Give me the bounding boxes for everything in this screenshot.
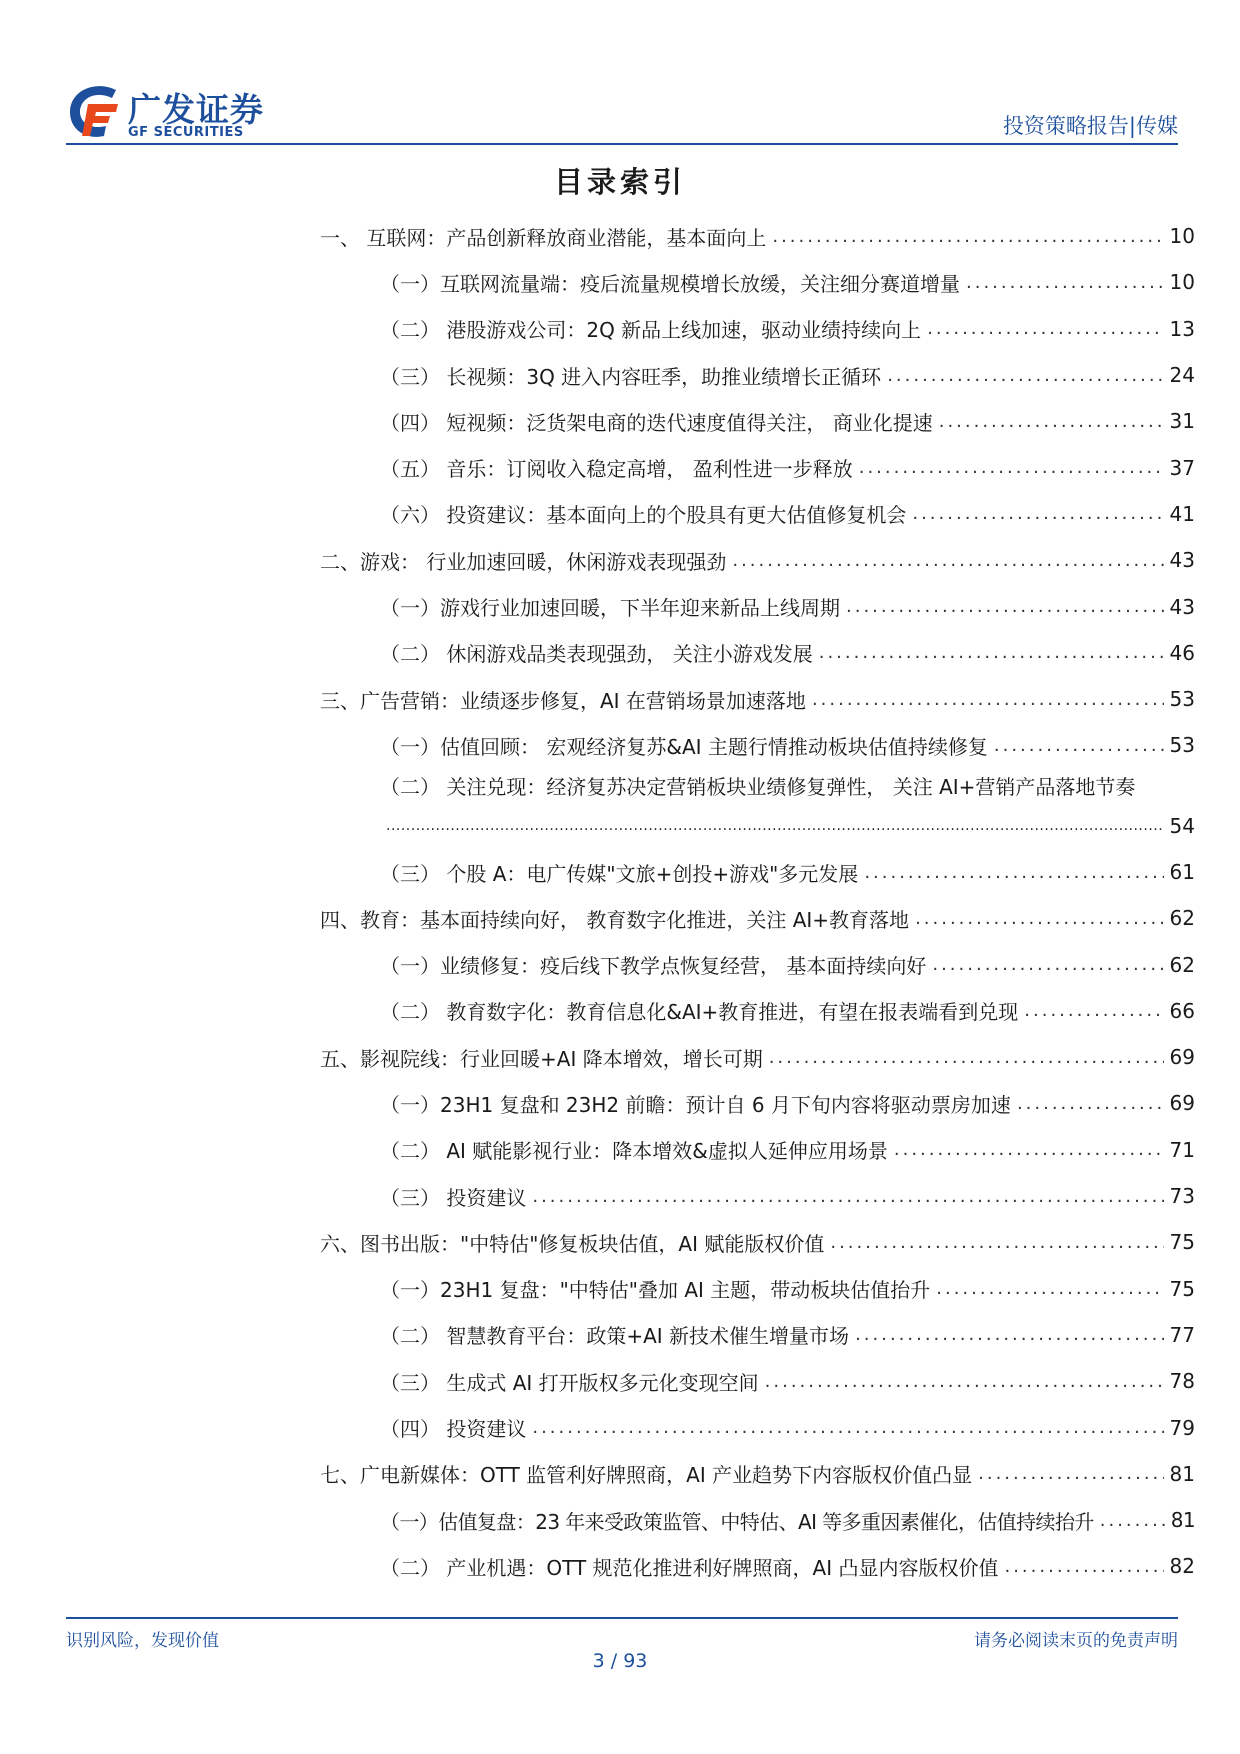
toc-entry[interactable] <box>320 988 1195 1034</box>
toc-entry-page: 43 <box>1169 548 1195 573</box>
dot-leader <box>732 550 1163 571</box>
report-type-label: 投资策略报告|传媒 <box>1002 114 1178 138</box>
toc-entry[interactable] <box>320 630 1195 676</box>
footer-divider <box>66 1617 1178 1619</box>
toc-entry[interactable] <box>320 306 1195 352</box>
toc-entry[interactable] <box>320 1080 1195 1126</box>
toc-entry-page: 53 <box>1169 733 1195 758</box>
page-number: 3 / 93 <box>592 1650 648 1672</box>
toc-entry[interactable] <box>320 444 1195 490</box>
toc-entry-page: 62 <box>1169 906 1195 931</box>
dot-leader <box>915 908 1163 929</box>
toc-entry-title: （三） 投资建议 <box>380 1185 527 1210</box>
dot-leader <box>772 226 1163 247</box>
toc-entry-title: （一）23H1 复盘和 23H2 前瞻：预计自 6 月下旬内容将驱动票房加速 <box>380 1092 1011 1117</box>
toc-entry-page: 77 <box>1169 1322 1195 1347</box>
toc-entry-title: 一、 互联网：产品创新释放商业潜能，基本面向上 <box>320 225 767 250</box>
toc-entry-page: 79 <box>1169 1415 1195 1440</box>
toc-entry-page: 31 <box>1169 409 1195 434</box>
dot-leader <box>1100 1510 1165 1531</box>
toc-entry[interactable] <box>320 1266 1195 1312</box>
footer-slogan: 识别风险，发现价值 <box>66 1631 219 1651</box>
dot-leader <box>859 457 1164 478</box>
toc-entry-page: 10 <box>1169 270 1195 295</box>
toc-entry-page: 75 <box>1169 1276 1195 1301</box>
toc-entry-title: 三、广告营销：业绩逐步修复，AI 在营销场景加速落地 <box>320 688 806 713</box>
toc-entry-title: （二） 智慧教育平台：政策+AI 新技术催生增量市场 <box>380 1324 850 1349</box>
toc-entry[interactable] <box>320 537 1195 583</box>
toc-entry[interactable] <box>320 1404 1195 1450</box>
dot-leader <box>769 1047 1164 1068</box>
toc-entry-title: （六） 投资建议：基本面向上的个股具有更大估值修复机会 <box>380 503 907 528</box>
toc-entry-page: 53 <box>1169 687 1195 712</box>
toc-entry-title: 七、广电新媒体：OTT 监管利好牌照商，AI 产业趋势下内容版权价值凸显 <box>320 1463 973 1488</box>
dot-leader <box>932 954 1163 975</box>
dot-leader <box>887 365 1163 386</box>
toc-entry-page: 66 <box>1169 998 1195 1023</box>
dot-leader <box>927 318 1163 339</box>
toc-entry-title: （二） 休闲游戏品类表现强劲， 关注小游戏发展 <box>380 642 813 667</box>
dot-leader <box>846 596 1164 617</box>
toc-entry[interactable] <box>320 583 1195 629</box>
toc-entry-title: （二） 产业机遇：OTT 规范化推进利好牌照商，AI 凸显内容版权价值 <box>380 1555 999 1580</box>
dot-leader <box>532 1186 1163 1207</box>
toc-entry-page: 46 <box>1169 640 1195 665</box>
toc-entry-title: 六、图书出版："中特估"修复板块估值，AI 赋能版权价值 <box>320 1231 825 1256</box>
toc-entry[interactable] <box>320 1358 1195 1404</box>
toc-entry[interactable] <box>320 895 1195 941</box>
toc-entry[interactable] <box>320 769 1195 803</box>
toc-entry-title: 五、影视院线：行业回暖+AI 降本增效，增长可期 <box>320 1046 763 1071</box>
toc-entry-title: （一）游戏行业加速回暖，下半年迎来新品上线周期 <box>380 596 840 621</box>
dot-leader <box>855 1324 1163 1345</box>
dot-leader <box>912 503 1163 524</box>
toc-entry-page: 81 <box>1170 1508 1195 1533</box>
toc-entry-title: （五） 音乐：订阅收入稳定高增， 盈利性进一步释放 <box>380 457 853 482</box>
toc-entry[interactable] <box>320 259 1195 305</box>
toc-entry-title: （一）23H1 复盘："中特估"叠加 AI 主题，带动板块估值抬升 <box>380 1278 931 1303</box>
toc-entry-title: （二） 教育数字化：教育信息化&AI+教育推进，有望在报表端看到兑现 <box>380 1000 1019 1025</box>
toc-entry-page: 78 <box>1169 1369 1195 1394</box>
toc-entry-title: （一）互联网流量端：疫后流量规模增长放缓，关注细分赛道增量 <box>380 271 960 296</box>
dot-leader <box>966 272 1164 293</box>
table-of-contents <box>320 213 1195 1590</box>
dot-leader <box>819 642 1164 663</box>
toc-entry-title: （三） 生成式 AI 打开版权多元化变现空间 <box>380 1370 759 1395</box>
toc-entry-page: 69 <box>1169 1091 1195 1116</box>
toc-entry[interactable] <box>320 1451 1195 1497</box>
toc-entry-page: 75 <box>1169 1230 1195 1255</box>
toc-entry-page: 82 <box>1169 1554 1195 1579</box>
toc-entry[interactable] <box>320 213 1195 259</box>
toc-entry[interactable] <box>320 1034 1195 1080</box>
toc-entry[interactable] <box>320 491 1195 537</box>
dot-leader <box>1004 1556 1163 1577</box>
toc-entry-page: 71 <box>1169 1137 1195 1162</box>
dot-leader <box>1024 1000 1163 1021</box>
toc-entry-page: 43 <box>1169 594 1195 619</box>
toc-entry[interactable] <box>320 1497 1195 1543</box>
toc-entry-page: 81 <box>1169 1461 1195 1486</box>
footer-disclaimer: 请务必阅读末页的免责声明 <box>974 1631 1178 1651</box>
dot-leader <box>765 1371 1164 1392</box>
logo-english-name: GF SECURITIES <box>128 125 244 140</box>
toc-entry-page: 69 <box>1169 1045 1195 1070</box>
dot-leader <box>939 411 1164 432</box>
toc-entry[interactable] <box>320 1127 1195 1173</box>
toc-entry-title: （一）业绩修复：疫后线下教学点恢复经营， 基本面持续向好 <box>380 954 927 979</box>
dot-leader <box>830 1232 1163 1253</box>
toc-entry-continuation[interactable] <box>320 803 1195 849</box>
page-header <box>66 82 1178 146</box>
toc-entry[interactable] <box>320 722 1195 768</box>
toc-entry-title: （四） 投资建议 <box>380 1417 527 1442</box>
toc-entry[interactable] <box>320 941 1195 987</box>
toc-entry-page: 41 <box>1169 501 1195 526</box>
toc-entry[interactable] <box>320 1543 1195 1589</box>
dot-leader <box>532 1417 1163 1438</box>
toc-entry[interactable] <box>320 1173 1195 1219</box>
toc-entry-title: （三） 长视频：3Q 进入内容旺季，助推业绩增长正循环 <box>380 364 882 389</box>
toc-entry-page: 13 <box>1169 316 1195 341</box>
toc-entry[interactable] <box>320 398 1195 444</box>
toc-entry-title: 二、游戏： 行业加速回暖，休闲游戏表现强劲 <box>320 549 727 574</box>
toc-entry-title: （一）估值复盘：23 年来受政策监管、中特估、AI 等多重因素催化，估值持续抬升 <box>380 1509 1094 1534</box>
toc-entry-title: （三） 个股 A：电广传媒"文旅+创投+游戏"多元发展 <box>380 861 859 886</box>
logo-chinese-name: 广发证券 <box>128 90 264 129</box>
dot-leader <box>894 1139 1164 1160</box>
toc-entry-title: （二） 关注兑现：经济复苏决定营销板块业绩修复弹性， 关注 AI+营销产品落地节奏 <box>380 775 1136 800</box>
header-divider <box>66 143 1178 145</box>
dot-leader <box>978 1463 1163 1484</box>
gf-logo-icon <box>66 82 122 140</box>
toc-entry-title: （一）估值回顾： 宏观经济复苏&AI 主题行情推动板块估值持续修复 <box>380 734 988 759</box>
toc-entry[interactable] <box>320 1312 1195 1358</box>
dot-leader <box>812 689 1164 710</box>
toc-entry-page: 24 <box>1169 363 1195 388</box>
company-logo <box>66 82 266 146</box>
toc-entry[interactable] <box>320 676 1195 722</box>
toc-entry-page: 61 <box>1169 860 1195 884</box>
toc-entry-page: 62 <box>1169 952 1195 977</box>
toc-entry-page: 37 <box>1169 455 1195 480</box>
toc-entry-page: 54 <box>1169 813 1195 838</box>
dot-leader <box>936 1278 1163 1299</box>
dot-leader <box>864 862 1163 883</box>
toc-entry-page: 73 <box>1169 1184 1195 1209</box>
page-title: 目录索引 <box>553 165 686 199</box>
dot-leader <box>994 735 1164 756</box>
toc-entry-title: （二） 港股游戏公司：2Q 新品上线加速，驱动业绩持续向上 <box>380 318 922 343</box>
toc-entry[interactable] <box>320 1219 1195 1265</box>
toc-entry[interactable] <box>320 849 1195 895</box>
toc-entry[interactable] <box>320 352 1195 398</box>
toc-entry-title: （二） AI 赋能影视行业：降本增效&虚拟人延伸应用场景 <box>380 1139 888 1164</box>
dot-leader <box>386 818 1164 834</box>
dot-leader <box>1017 1093 1164 1114</box>
toc-entry-title: 四、教育：基本面持续向好， 教育数字化推进，关注 AI+教育落地 <box>320 907 910 932</box>
toc-entry-page: 10 <box>1169 224 1195 249</box>
toc-entry-title: （四） 短视频：泛货架电商的迭代速度值得关注， 商业化提速 <box>380 410 933 435</box>
